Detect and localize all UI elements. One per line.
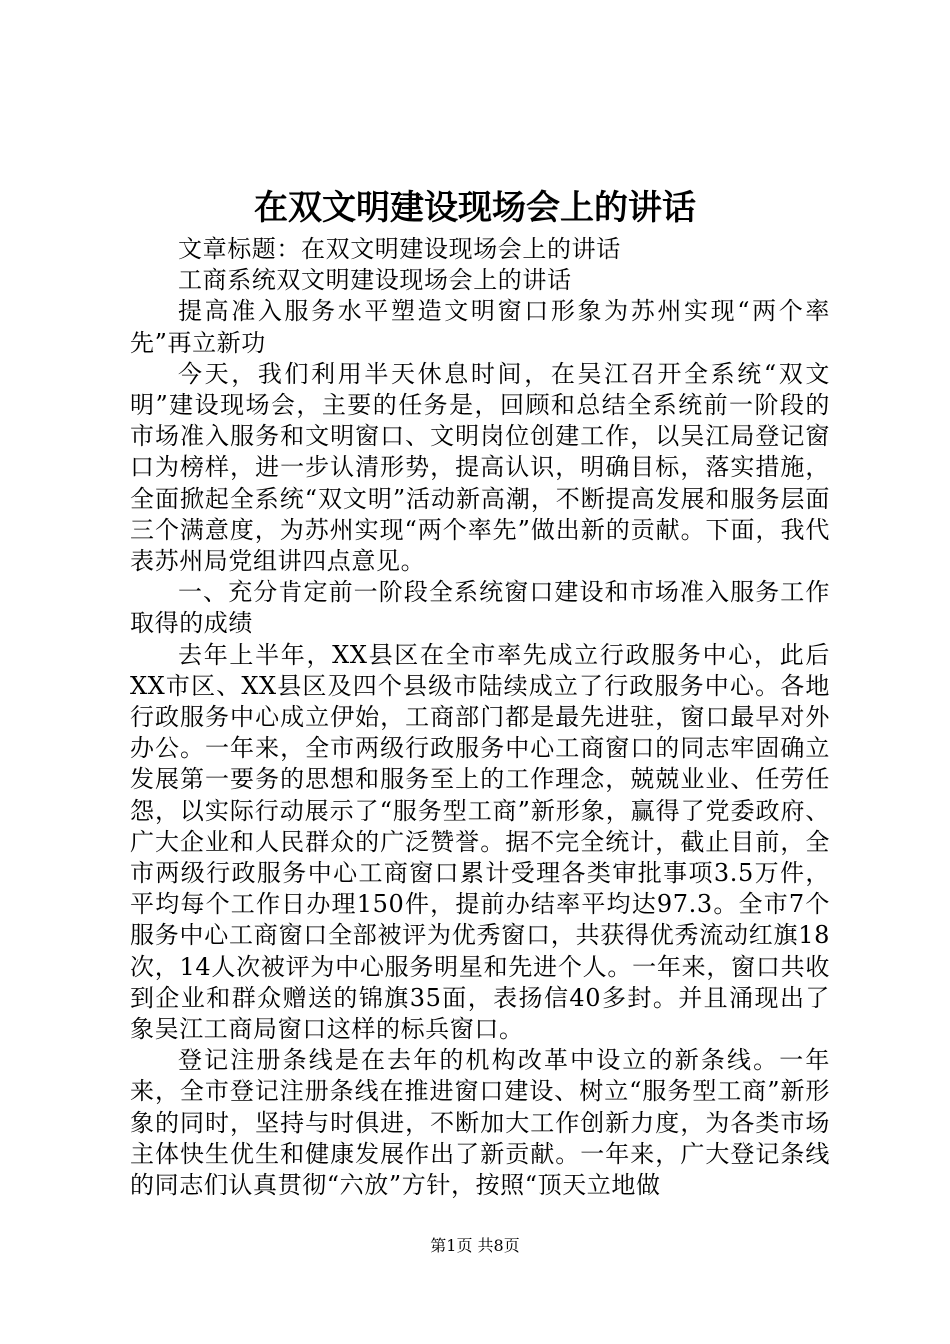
document-title: 在双文明建设现场会上的讲话 <box>254 188 696 228</box>
paragraph-subtitle: 工商系统双文明建设现场会上的讲话 <box>178 266 572 295</box>
paragraph-article-title: 文章标题：在双文明建设现场会上的讲话 <box>178 235 621 263</box>
document-body <box>130 234 830 1201</box>
section-heading-1: 一、充分肯定前一阶段全系统窗口建设和市场准入服务工作取得的成绩 <box>130 578 830 638</box>
paragraph-achievements: 去年上半年，XX县区在全市率先成立行政服务中心，此后XX市区、XX县区及四个县级市陆续成立了行政服务中心。各地行政服务中心成立伊始，工商部门都是最先进驻，窗口最早对外办公。一年来，全市两级行政服务中心工商窗口的同志牢固确立发展第一要务的思想和服务至上的工作理念，兢兢业业、任劳任怨，以实际行动展示了“服务型工商”新形象，赢得了党委政府、广大企业和人民群众的广泛赞誉。据不完全统计，截止目前，全市两级行政服务中心工商窗口累计受理各类审批事项3.5万件，平均每个工作日办理150件，提前办结率平均达97.3。全市7个服务中心工商窗口全部被评为优秀窗口，共获得优秀流动红旗18次，14人次被评为中心服务明星和先进个人。一年来，窗口共收到企业和群众赠送的锦旗35面，表扬信40多封。并且涌现出了象吴江工商局窗口这样的标兵窗口。 <box>130 640 830 1044</box>
paragraph-registration: 登记注册条线是在去年的机构改革中设立的新条线。一年来，全市登记注册条线在推进窗口建设、树立“服务型工商”新形象的同时，坚持与时俱进，不断加大工作创新力度，为各类市场主体快生优生和健康发展作出了新贡献。一年来，广大登记条线的同志们认真贯彻“六放”方针，按照“顶天立地做 <box>130 1046 830 1200</box>
paragraph-intro: 今天，我们利用半天休息时间，在吴江召开全系统“双文明”建设现场会，主要的任务是，回顾和总结全系统前一阶段的市场准入服务和文明窗口、文明岗位创建工作，以吴江局登记窗口为榜样，进一步认清形势，提高认识，明确目标，落实措施，全面掀起全系统“双文明”活动新高潮，不断提高发展和服务层面三个满意度，为苏州实现“两个率先”做出新的贡献。下面，我代表苏州局党组讲四点意见。 <box>130 359 830 576</box>
paragraph-theme: 提高准入服务水平塑造文明窗口形象为苏州实现“两个率先”再立新功 <box>130 297 830 357</box>
page-footer: 第1页 共8页 <box>430 1236 520 1255</box>
